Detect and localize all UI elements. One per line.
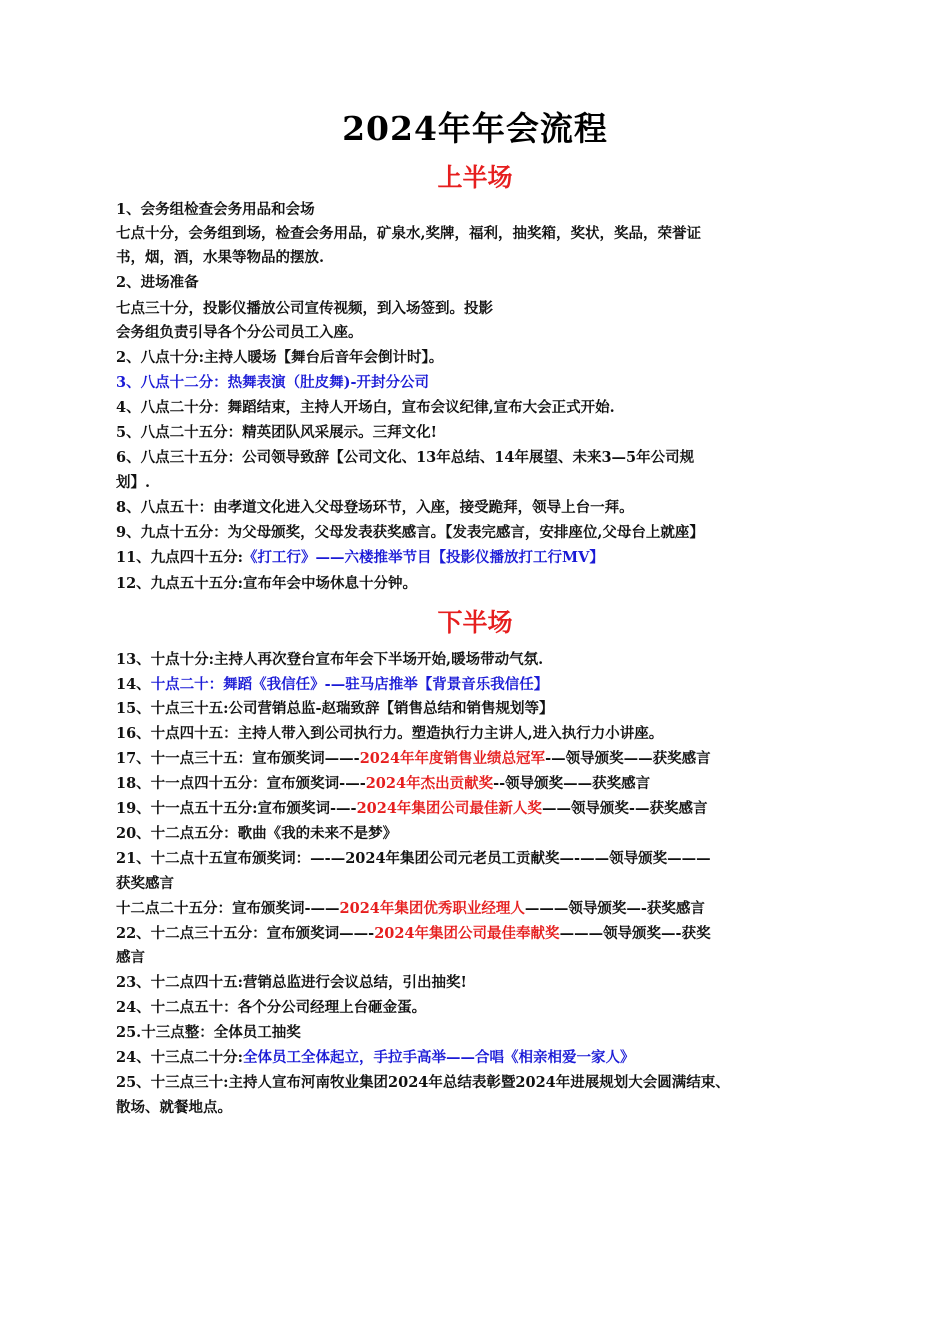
list-item (116, 772, 830, 796)
item-suffix: --领导颁奖——获奖感言 (493, 775, 651, 792)
list-item: 9、九点十五分：为父母颁奖，父母发表获奖感言。【发表完感言，安排座位,父母台上就座】 (116, 524, 704, 541)
item-prefix: 22、十二点三十五分：宣布颁奖词——- (116, 925, 375, 942)
list-item: 感言 (116, 949, 145, 966)
list-item: 2、八点十分:主持人暖场【舞台后音年会倒计时】。 (116, 349, 444, 366)
award-name: 2024年年度销售业绩总冠军 (359, 750, 546, 767)
award-name: 2024年集团公司最佳新人奖 (356, 800, 542, 817)
item-highlight: 《打工行》——六楼推举节目【投影仪播放打工行MV】 (243, 549, 604, 566)
item-prefix: 十二点二十五分：宣布颁奖词-—— (116, 900, 340, 917)
section-heading-first-half: 上半场 (437, 163, 513, 192)
list-item: 12、九点五十五分:宣布年会中场休息十分钟。 (116, 575, 418, 592)
list-item: 15、十点三十五:公司营销总监-赵瑞致辞【销售总结和销售规划等】 (116, 700, 554, 717)
list-item: 4、八点二十分：舞蹈结束，主持人开场白，宣布会议纪律,宣布大会正式开始. (116, 399, 615, 416)
list-item: 23、十二点四十五:营销总监进行会议总结，引出抽奖! (116, 974, 467, 991)
list-item: 24、十二点五十：各个分公司经理上台砸金蛋。 (116, 999, 427, 1016)
item-suffix: ———领导颁奖—-获奖 (559, 925, 711, 942)
item-highlight: 十点二十：舞蹈《我信任》-—驻马店推举【背景音乐我信任】 (150, 676, 549, 693)
item-suffix: -—领导颁奖——获奖感言 (545, 750, 711, 767)
list-item: 5、八点二十五分：精英团队风采展示。三拜文化! (116, 424, 437, 441)
award-name: 2024年杰出贡献奖 (365, 775, 494, 792)
section-heading-second-half: 下半场 (437, 608, 513, 637)
list-item: 16、十点四十五：主持人带入到公司执行力。塑造执行力主讲人,进入执行力小讲座。 (116, 725, 664, 742)
list-item: 21、十二点十五宣布颁奖词：—-—2024年集团公司元老员工贡献奖—-——领导颁奖——— (116, 850, 711, 867)
item-prefix: 17、十一点三十五：宣布颁奖词——- (116, 750, 360, 767)
item-prefix: 18、十一点四十五分：宣布颁奖词-—- (116, 775, 366, 792)
list-item: 8、八点五十：由孝道文化进入父母登场环节，入座，接受跪拜，领导上台一拜。 (116, 499, 634, 516)
list-item: 划】. (116, 474, 151, 491)
list-item: 获奖感言 (116, 875, 174, 892)
list-item: 1、会务组检查会务用品和会场 (116, 201, 315, 218)
list-item (116, 546, 830, 570)
list-item: 25.十三点整：全体员工抽奖 (116, 1024, 301, 1041)
list-item (116, 797, 830, 821)
list-item: 书，烟，酒，水果等物品的摆放. (116, 249, 325, 266)
list-item (116, 673, 830, 697)
list-item: 2、进场准备 (116, 274, 199, 291)
item-suffix: ———领导颁奖—-获奖感言 (524, 900, 705, 917)
list-item: 3、八点十二分：热舞表演（肚皮舞)-开封分公司 (116, 374, 429, 391)
list-item: 13、十点十分:主持人再次登台宣布年会下半场开始,暖场带动气氛. (116, 651, 544, 668)
item-time: 24、十三点二十分: (116, 1049, 244, 1066)
page-title: 2024年年会流程 (342, 109, 608, 148)
list-item: 6、八点三十五分：公司领导致辞【公司文化、13年总结、14年展望、未来3—5年公司规 (116, 449, 695, 466)
list-item (116, 897, 830, 921)
item-number: 14、 (116, 676, 151, 693)
list-item: 25、十三点三十:主持人宣布河南牧业集团2024年总结表彰暨2024年进展规划大会圆满结束、 (116, 1074, 730, 1091)
item-prefix: 19、十一点五十五分:宣布颁奖词-—- (116, 800, 357, 817)
item-highlight: 全体员工全体起立，手拉手高举——合唱《相亲相爱一家人》 (243, 1049, 635, 1066)
item-time: 11、九点四十五分: (116, 549, 244, 566)
list-item: 会务组负责引导各个分公司员工入座。 (116, 324, 363, 341)
item-suffix: ——领导颁奖-—获奖感言 (541, 800, 708, 817)
award-name: 2024年集团公司最佳奉献奖 (374, 925, 560, 942)
list-item (116, 922, 830, 946)
list-item: 七点三十分，投影仪播放公司宣传视频，到入场签到。投影 (116, 300, 493, 317)
list-item: 20、十二点五分：歌曲《我的未来不是梦》 (116, 825, 398, 842)
list-item: 七点十分，会务组到场，检查会务用品，矿泉水,奖牌，福利，抽奖箱，奖状，奖品，荣誉证 (116, 225, 702, 242)
list-item: 散场、就餐地点。 (116, 1099, 232, 1116)
award-name: 2024年集团优秀职业经理人 (339, 900, 525, 917)
list-item (116, 1046, 830, 1070)
list-item (116, 747, 830, 771)
